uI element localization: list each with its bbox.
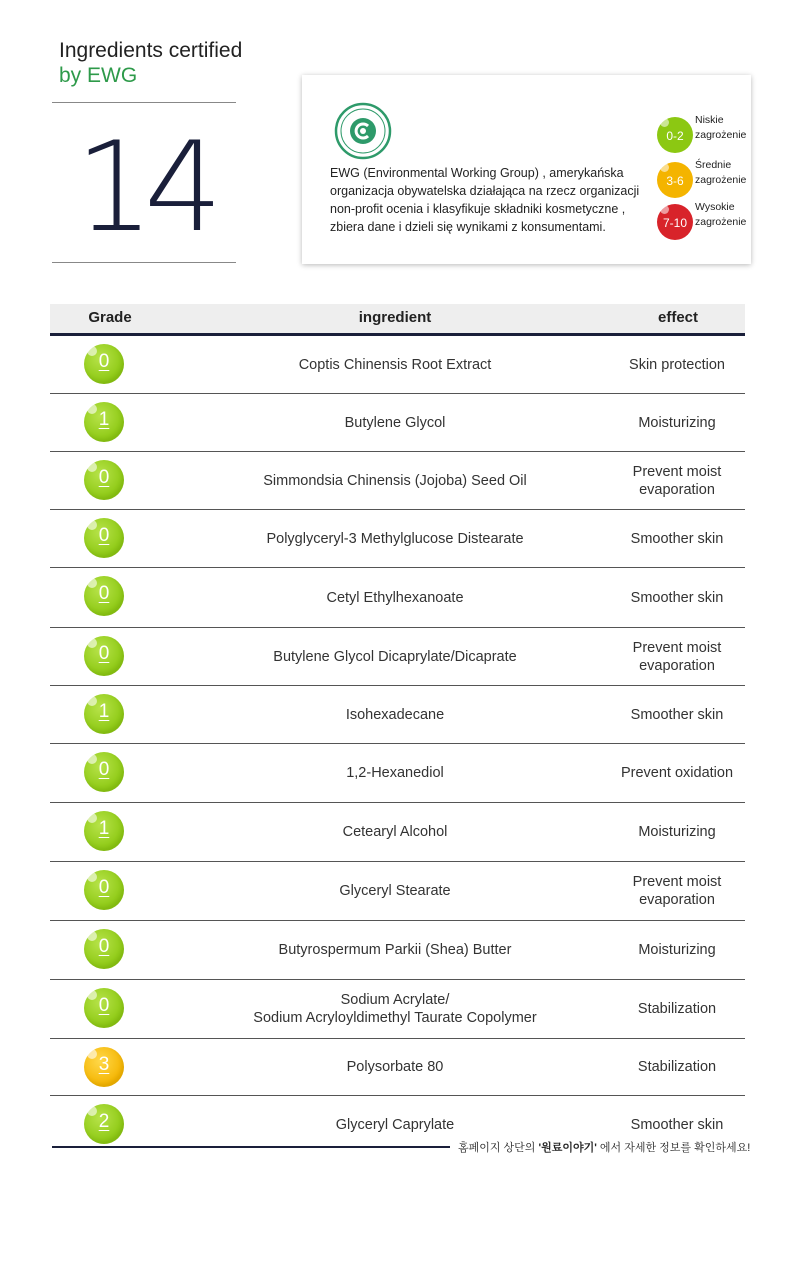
grade-value: 0: [98, 936, 110, 957]
ingredient-name: Polyglyceryl-3 Methylglucose Distearate: [266, 530, 524, 547]
ingredient-count: 14: [75, 116, 213, 260]
table-row: [50, 862, 745, 921]
footer-divider: [52, 1146, 450, 1148]
table-row: [50, 394, 745, 452]
ewg-grade-badge: [84, 460, 124, 500]
ewg-description: EWG (Environmental Working Group) , amerykańska organizacja obywatelska działająca na rzecz organizacji non-profit ocenia i klasyfikuje składniki kosmetyczne , zbiera dane i dzieli się wynikami z konsumentami.: [330, 166, 640, 234]
legend-medium: [657, 158, 757, 202]
ewg-grade-badge: [84, 518, 124, 558]
ewg-grade-badge: [84, 988, 124, 1028]
ingredient-name: Cetearyl Alcohol: [342, 824, 448, 840]
ingredient-name: Polysorbate 80: [346, 1059, 444, 1075]
legend-medium-range: 3-6: [666, 174, 684, 188]
legend-low: [657, 113, 757, 157]
table-row: [50, 803, 745, 862]
divider-bottom: [52, 262, 236, 263]
legend-high: [657, 200, 757, 244]
ingredient-effect: Smoother skin: [630, 589, 724, 606]
ewg-grade-badge: [84, 344, 124, 384]
ingredient-effect: Prevent moist evaporation: [632, 874, 722, 908]
ewg-grade-badge: [84, 402, 124, 442]
footer-note: 홈페이지 상단의 '원료이야기' 에서 자세한 정보를 확인하세요!: [458, 1142, 751, 1154]
grade-value: 0: [98, 467, 110, 488]
grade-value: 0: [98, 583, 110, 604]
grade-value: 1: [98, 701, 110, 722]
ingredient-effect: Stabilization: [637, 1059, 717, 1075]
table-row: [50, 686, 745, 744]
ewg-grade-badge: [84, 752, 124, 792]
ingredient-name: Butyrospermum Parkii (Shea) Butter: [278, 942, 512, 958]
table-row: [50, 510, 745, 568]
grade-value: 2: [98, 1111, 110, 1132]
grade-value: 1: [98, 818, 110, 839]
ingredient-name: Isohexadecane: [345, 706, 445, 723]
table-row: [50, 980, 745, 1039]
ewg-grade-badge: [84, 1104, 124, 1144]
divider-top: [52, 102, 236, 103]
grade-value: 1: [98, 409, 110, 430]
ewg-grade-badge: [84, 636, 124, 676]
ingredient-name: Simmondsia Chinensis (Jojoba) Seed Oil: [263, 472, 527, 489]
table-row: [50, 1039, 745, 1096]
ewg-grade-badge: [84, 694, 124, 734]
ingredient-name: 1,2-Hexanediol: [346, 765, 444, 781]
legend-low-range: 0-2: [666, 129, 684, 143]
ingredient-effect: Moisturizing: [638, 942, 716, 958]
ingredient-effect: Prevent moist evaporation: [632, 463, 722, 498]
ingredient-name: Sodium Acrylate/ Sodium Acryloyldimethyl Taurate Copolymer: [253, 992, 537, 1026]
ingredient-effect: Prevent moist evaporation: [632, 639, 722, 674]
ingredient-effect: Stabilization: [637, 1001, 717, 1017]
ingredient-name: Butylene Glycol: [344, 414, 446, 431]
grade-value: 3: [98, 1054, 110, 1075]
page-title-line2: by EWG: [59, 64, 138, 87]
grade-value: 0: [98, 877, 110, 898]
ingredient-effect: Moisturizing: [638, 824, 716, 840]
legend-medium-label: Średnie zagrożenie: [695, 159, 747, 186]
ingredient-effect: Prevent oxidation: [620, 765, 734, 781]
page-title-line1: Ingredients certified: [59, 39, 243, 62]
ingredient-effect: Smoother skin: [630, 1116, 724, 1133]
legend-high-label: Wysokie zagrożenie: [695, 201, 747, 228]
header-effect: effect: [657, 309, 698, 326]
ingredient-effect: Smoother skin: [630, 530, 724, 547]
ingredient-effect: Moisturizing: [638, 414, 716, 431]
table-row: [50, 568, 745, 628]
legend-low-dot: [657, 117, 693, 153]
ewg-grade-badge: [84, 576, 124, 616]
legend-medium-dot: [657, 162, 693, 198]
header-ingredient: ingredient: [358, 309, 432, 326]
ingredient-name: Glyceryl Stearate: [339, 883, 451, 899]
ingredient-effect: Skin protection: [629, 356, 725, 373]
table-row: [50, 921, 745, 980]
table-row: [50, 336, 745, 394]
ingredient-name: Coptis Chinensis Root Extract: [298, 356, 492, 373]
ewg-grade-badge: [84, 811, 124, 851]
table-row: [50, 452, 745, 510]
table-row: [50, 744, 745, 803]
ingredient-effect: Smoother skin: [630, 706, 724, 723]
ingredient-name: Cetyl Ethylhexanoate: [326, 589, 464, 606]
ewg-grade-badge: [84, 929, 124, 969]
legend-high-dot: [657, 204, 693, 240]
table-header: [50, 304, 745, 336]
ewg-grade-badge: [84, 1047, 124, 1087]
ewg-verified-seal-icon: [334, 102, 392, 160]
ingredient-name: Glyceryl Caprylate: [335, 1116, 455, 1133]
legend-high-range: 7-10: [662, 216, 688, 230]
table-row: [50, 628, 745, 686]
legend-low-label: Niskie zagrożenie: [695, 114, 747, 141]
grade-value: 0: [98, 643, 110, 664]
header-grade: Grade: [88, 309, 132, 326]
grade-value: 0: [98, 525, 110, 546]
ingredient-table: [50, 336, 745, 1153]
grade-value: 0: [98, 995, 110, 1016]
footer-highlight: '원료이야기': [538, 1142, 597, 1154]
grade-value: 0: [98, 759, 110, 780]
grade-value: 0: [98, 351, 110, 372]
ingredient-name: Butylene Glycol Dicaprylate/Dicaprate: [273, 648, 517, 665]
ewg-info-card: [302, 75, 751, 264]
ewg-grade-badge: [84, 870, 124, 910]
